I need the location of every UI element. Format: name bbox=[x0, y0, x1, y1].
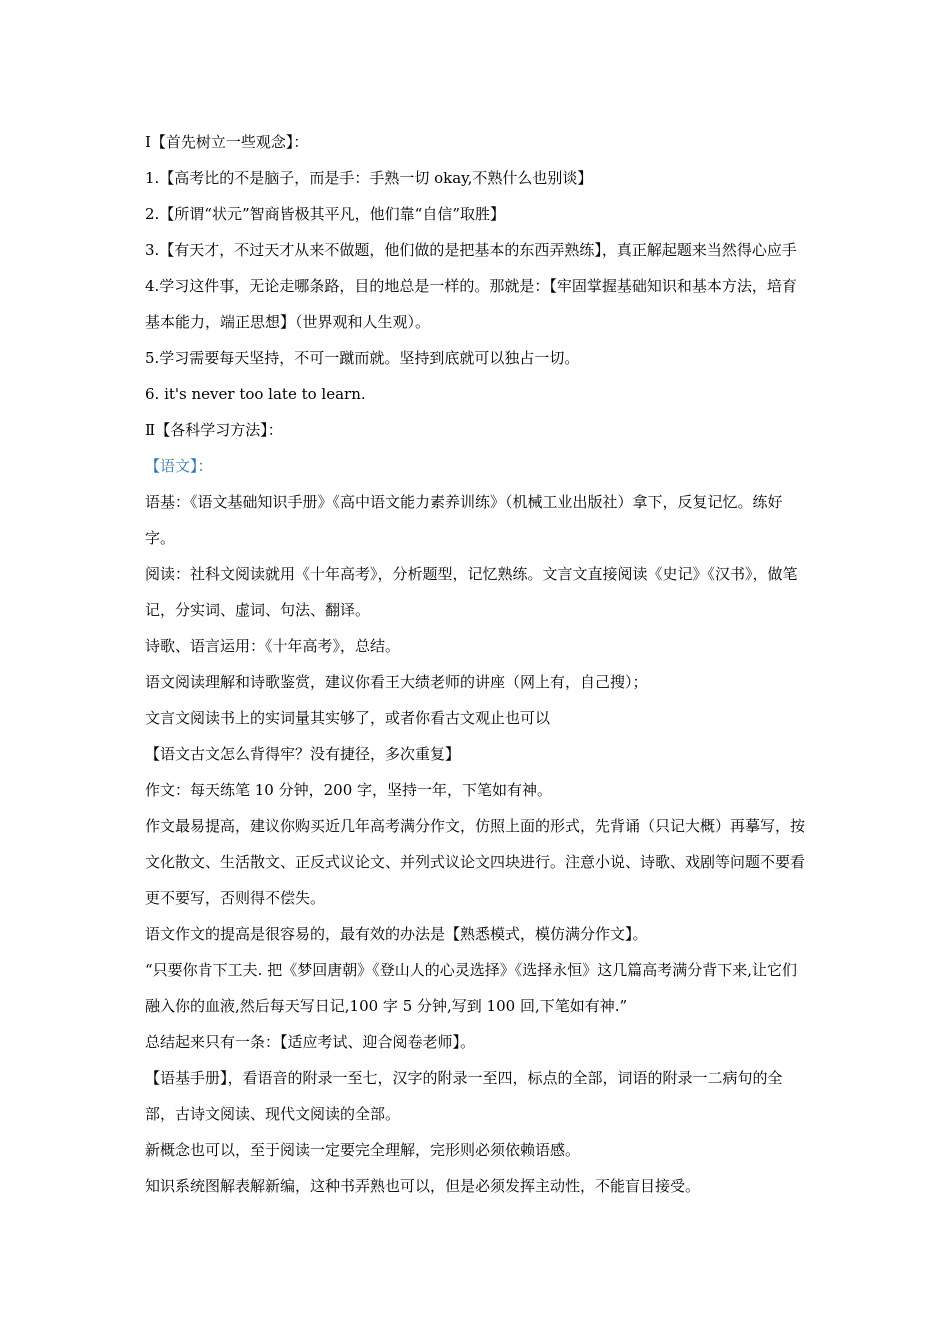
paragraph-summary: 总结起来只有一条：【适应考试、迎合阅卷老师】。 bbox=[145, 1033, 476, 1051]
concept-point-5: 5.学习需要每天坚持，不可一蹴而就。坚持到底就可以独占一切。 bbox=[145, 349, 580, 367]
paragraph-reading-comprehension: 语文阅读理解和诗歌鉴赏，建议你看王大绩老师的讲座（网上有，自己搜）； bbox=[145, 673, 648, 691]
subject-title-chinese: 【语文】： bbox=[145, 457, 213, 475]
concept-point-3: 3.【有天才，不过天才从来不做题，他们做的是把基本的东西弄熟练】，真正解起题来当然得心应手 bbox=[145, 241, 797, 259]
concept-point-4: 4.学习这件事，无论走哪条路，目的地总是一样的。那就是：【牢固掌握基础知识和基本方法，培育基本能力，端正思想】（世界观和人生观）。 bbox=[145, 277, 797, 331]
paragraph-poetry: 诗歌、语言运用：《十年高考》，总结。 bbox=[145, 637, 401, 655]
concept-point-2: 2.【所谓“状元”智商皆极其平凡，他们靠“自信”取胜】 bbox=[145, 205, 505, 223]
paragraph-knowledge-system: 知识系统图解表解新编，这种书弄熟也可以，但是必须发挥主动性，不能盲目接受。 bbox=[145, 1177, 701, 1195]
paragraph-handbook: 【语基手册】，看语音的附录一至七，汉字的附录一至四，标点的全部，词语的附录一二病句的全部，古诗文阅读、现代文阅读的全部。 bbox=[145, 1069, 783, 1123]
section-heading-concepts: Ⅰ【首先树立一些观念】： bbox=[145, 133, 309, 151]
paragraph-composition-improve: 作文最易提高，建议你购买近几年高考满分作文，仿照上面的形式，先背诵（只记大概）再摹写，按文化散文、生活散文、正反式议论文、并列式议论文四块进行。注意小说、诗歌、戏剧等问题不要看更不要写，否则得不偿失。 bbox=[145, 817, 806, 907]
paragraph-new-concept: 新概念也可以，至于阅读一定要完全理解，完形则必须依赖语感。 bbox=[145, 1141, 581, 1159]
document-page bbox=[145, 124, 810, 1204]
paragraph-quote: “只要你肯下工夫. 把《梦回唐朝》《登山人的心灵选择》《选择永恒》这几篇高考满分背下来,让它们融入你的血液,然后每天写日记,100 字 5 分钟,写到 100 回,下笔如有神.” bbox=[145, 961, 797, 1015]
paragraph-composition-method: 语文作文的提高是很容易的，最有效的办法是【熟悉模式，模仿满分作文】。 bbox=[145, 925, 648, 943]
paragraph-classical-memorize: 【语文古文怎么背得牢？没有捷径，多次重复】 bbox=[145, 745, 461, 763]
paragraph-language-basics: 语基：《语文基础知识手册》《高中语文能力素养训练》（机械工业出版社）拿下，反复记忆。练好字。 bbox=[145, 493, 783, 547]
paragraph-classical-reading: 文言文阅读书上的实词量其实够了，或者你看古文观止也可以 bbox=[145, 709, 551, 727]
paragraph-composition: 作文：每天练笔 10 分钟，200 字，坚持一年，下笔如有神。 bbox=[145, 781, 553, 799]
paragraph-reading: 阅读：社科文阅读就用《十年高考》，分析题型，记忆熟练。文言文直接阅读《史记》《汉书》，做笔记，分实词、虚词、句法、翻译。 bbox=[145, 565, 798, 619]
concept-point-6: 6. it's never too late to learn. bbox=[145, 385, 366, 403]
section-heading-methods: Ⅱ【各科学习方法】： bbox=[145, 421, 283, 439]
concept-point-1: 1.【高考比的不是脑子，而是手：手熟一切 okay,不熟什么也别谈】 bbox=[145, 169, 593, 187]
